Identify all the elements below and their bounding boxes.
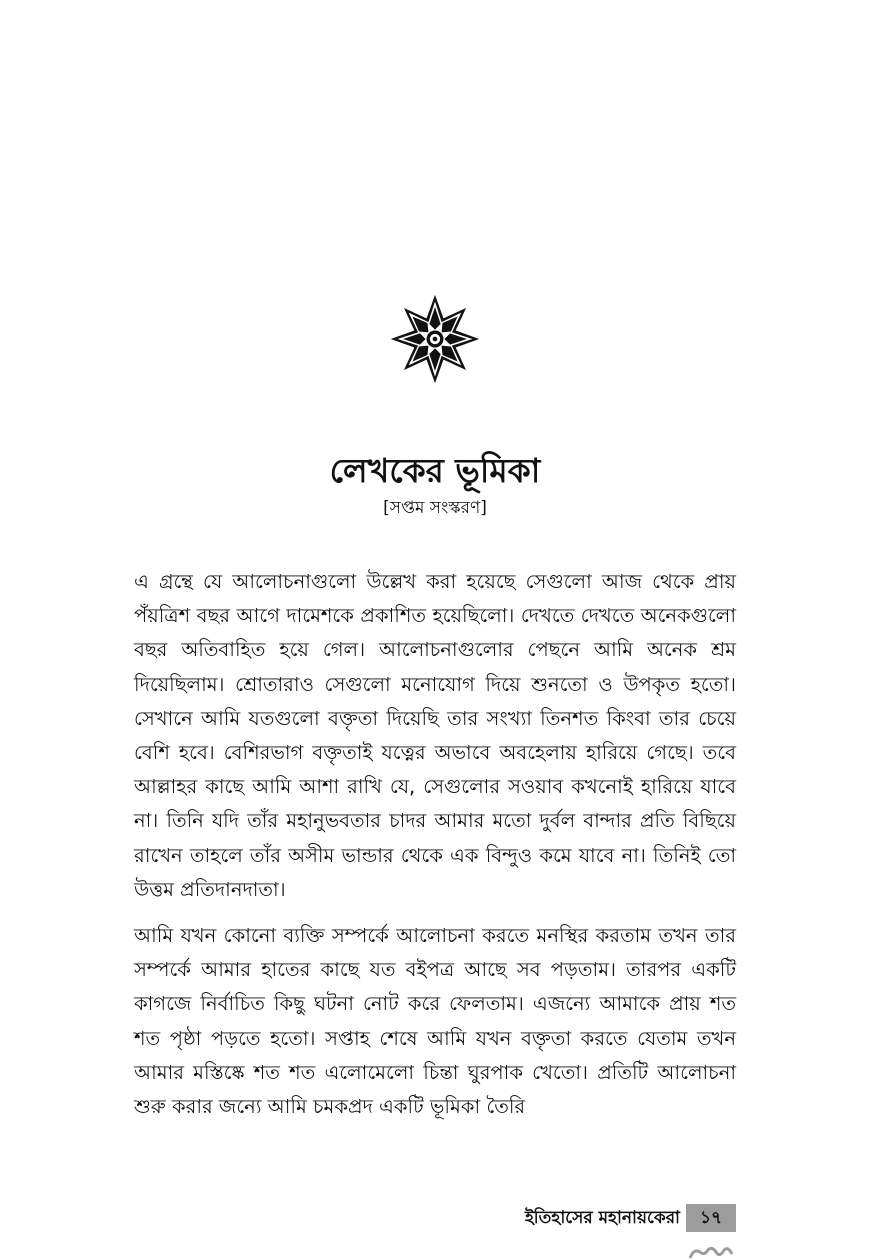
paragraph: আমি যখন কোনো ব্যক্তি সম্পর্কে আলোচনা করতে মনস্থির করতাম তখন তার সম্পর্কে আমার হাতের কাছে যত বইপত্র আছে সব পড়তাম। তারপর একটি কাগজে নির্বাচিত কিছু ঘটনা নোট করে ফেলতাম। এজন্যে আমাকে প্রায় শত শত পৃষ্ঠা পড়তে হতো। সপ্তাহ শেষে আমি যখন বক্তৃতা করতে যেতাম তখন আমার মস্তিষ্কে শত শত এলোমেলো চিন্তা ঘুরপাক খেতো। প্রতিটি আলোচনা শুরু করার জন্যে আমি চমকপ্রদ একটি ভূমিকা তৈরি (134, 924, 736, 1119)
page-number: ১৭ (686, 1204, 736, 1232)
running-footer-title: ইতিহাসের মহানায়কেরা (524, 1208, 680, 1228)
preface-body (134, 565, 736, 1136)
eight-point-star-ornament-icon (388, 292, 482, 386)
edition-subtitle: [সপ্তম সংস্করণ] (383, 498, 487, 518)
page-title: লেখকের ভূমিকা (329, 451, 541, 490)
paragraph: এ গ্রন্থে যে আলোচনাগুলো উল্লেখ করা হয়েছে সেগুলো আজ থেকে প্রায় পঁয়ত্রিশ বছর আগে দামেশকে প্রকাশিত হয়েছিলো। দেখতে দেখতে অনেকগুলো বছর অতিবাহিত হয়ে গেল। আলোচনাগুলোর পেছনে আমি অনেক শ্রম দিয়েছিলাম। শ্রোতারাও সেগুলো মনোযোগ দিয়ে শুনতো ও উপকৃত হতো। সেখানে আমি যতগুলো বক্তৃতা দিয়েছি তার সংখ্যা তিনশত কিংবা তার চেয়ে বেশি হবে। বেশিরভাগ বক্তৃতাই যত্নের অভাবে অবহেলায় হারিয়ে গেছে। তবে আল্লাহর কাছে আমি আশা রাখি যে, সেগুলোর সওয়াব কখনোই হারিয়ে যাবে না। তিনি যদি তাঁর মহানুভবতার চাদর আমার মতো দুর্বল বান্দার প্রতি বিছিয়ে রাখেন তাহলে তাঁর অসীম ভান্ডার থেকে এক বিন্দুও কমে যাবে না। তিনিই তো উত্তম প্রতিদানদাতা। (134, 570, 736, 901)
watermark-icon (688, 1244, 734, 1260)
